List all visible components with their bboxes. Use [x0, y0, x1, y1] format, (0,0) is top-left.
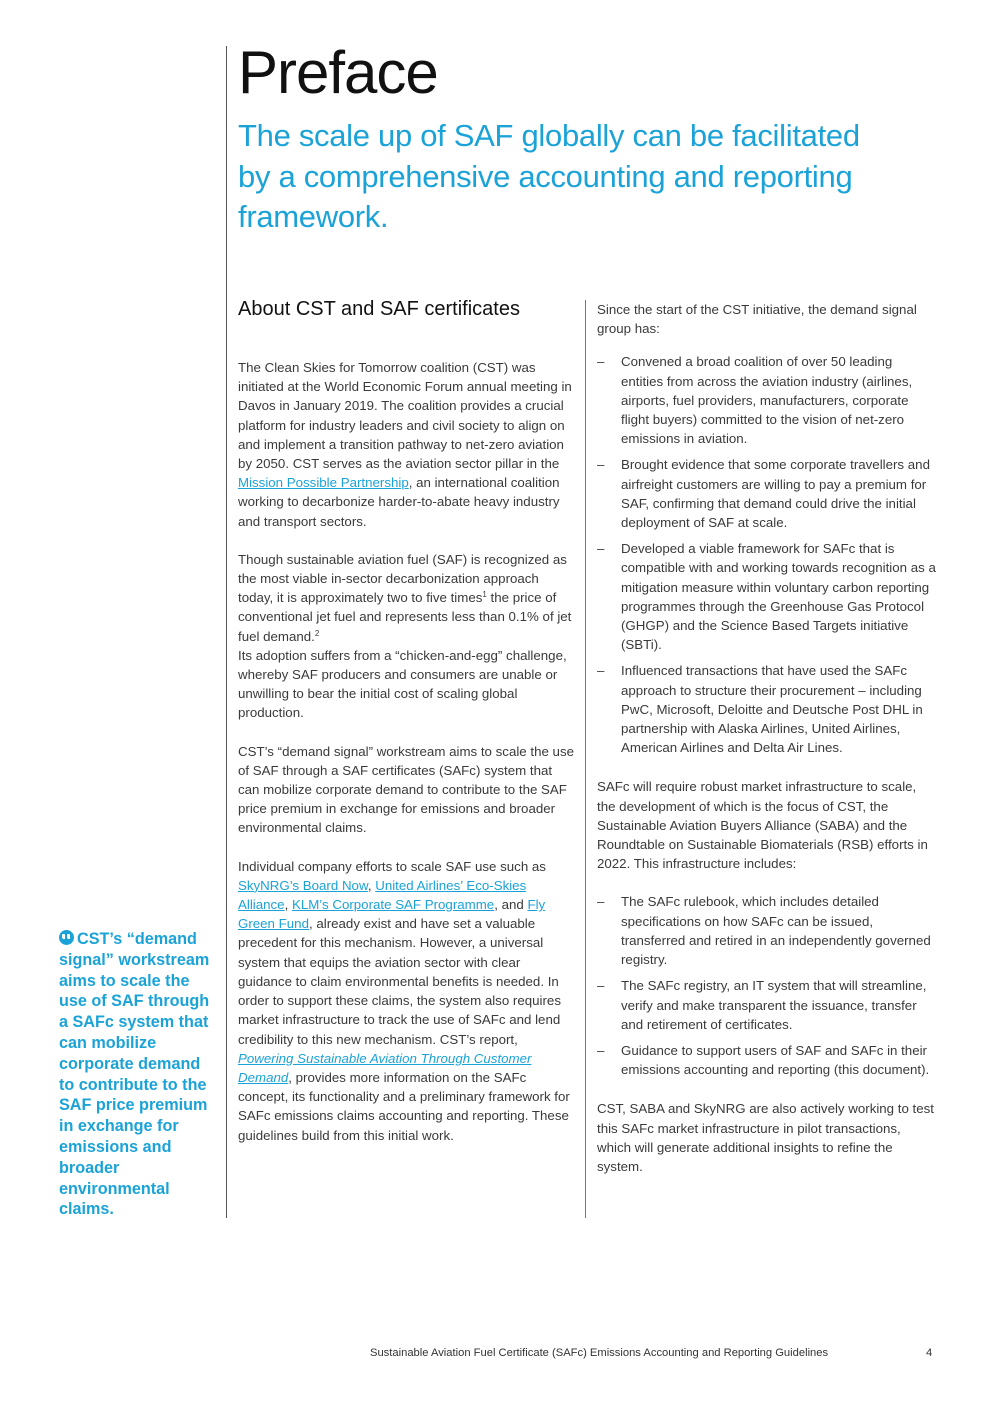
- link-fly-green-fund[interactable]: Fly Green Fund: [238, 897, 546, 932]
- link-skynrg-board-now[interactable]: SkyNRG’s Board Now: [238, 877, 368, 893]
- page-number: 4: [926, 1347, 933, 1359]
- text-span: , already exist and have set a valuable precedent for this mechanism. However, a universal system that equips the aviation sector with clear guidance to claim environmental benefits is needed. In order to support these claims, the system also requires market infrastructure to track the use of SAFc and lend credibility to this new mechanism. CST’s report,: [238, 916, 561, 1047]
- text-span: Individual company efforts to scale SAF use such as: [238, 858, 546, 874]
- paragraph-pilot-transactions: CST, SABA and SkyNRG are also actively working to test this SAFc market infrastructure in pilot transactions, which will generate additional insights to refine the system.: [597, 1101, 934, 1174]
- page-subtitle: The scale up of SAF globally can be facilitated by a comprehensive accounting and reporting framework.: [238, 118, 860, 234]
- quote-icon: [59, 930, 74, 945]
- paragraph-market-infrastructure: SAFc will require robust market infrastructure to scale, the development of which is the focus of CST, the Sustainable Aviation Buyers Alliance (SABA) and the Roundtable on Sustainable Biomaterials (RSB) efforts in 2022. This infrastructure includes:: [597, 779, 928, 872]
- footnote-ref-2[interactable]: 2: [314, 628, 320, 638]
- page-title: Preface: [238, 39, 438, 106]
- dash-marker: –: [597, 663, 605, 679]
- footer-document-title: Sustainable Aviation Fuel Certificate (SAFc) Emissions Accounting and Reporting Guidelines: [370, 1347, 829, 1359]
- column-divider-rule: [585, 300, 586, 1218]
- list-item-text: Convened a broad coalition of over 50 leading entities from across the aviation industry (airlines, airports, fuel providers, manufacturers, corporate flight buyers) committed to the vision of net-zero emissions in aviation.: [621, 354, 913, 447]
- paragraph-demand-signal: CST’s “demand signal” workstream aims to scale the use of SAF through a SAF certificates (SAFc) system that can mobilize corporate demand to contribute to the SAF price premium in exchange for emissions and broader environmental claims.: [238, 743, 574, 836]
- dash-marker: –: [597, 541, 605, 557]
- text-span: ,: [284, 897, 292, 913]
- list-item: [597, 1041, 937, 1079]
- link-powering-sustainable-aviation-report[interactable]: Powering Sustainable Aviation Through Customer Demand: [238, 1050, 532, 1085]
- list-item-text: Influenced transactions that have used the SAFc approach to structure their procurement – including PwC, Microsoft, Deloitte and Deutsche Post DHL in partnership with Alaska Airlines, United Airlines, American Airlines and Delta Air Lines.: [621, 663, 923, 756]
- section-heading: About CST and SAF certificates: [238, 298, 520, 320]
- dash-marker: –: [597, 978, 605, 994]
- text-span: the price of conventional jet fuel and represents less than 0.1% of jet fuel demand.: [238, 590, 572, 644]
- list-item-text: Developed a viable framework for SAFc that is compatible with and working towards recognition as a mitigation measure within voluntary carbon reporting programmes through the Greenhouse Gas Protocol (GHGP) and the Science Based Targets initiative (SBTi).: [621, 541, 936, 653]
- dash-marker: –: [597, 354, 605, 370]
- text-span: The Clean Skies for Tomorrow coalition (CST) was initiated at the World Economic Forum annual meeting in Davos in January 2019. The coalition provides a crucial platform for industry leaders and civil society to align on and implement a transition pathway to net-zero aviation by 2050. CST serves as the aviation sector pillar in the: [238, 360, 572, 472]
- right-column: [597, 300, 937, 1195]
- paragraph-company-efforts: [238, 857, 574, 1145]
- paragraph-cst-intro: [238, 358, 574, 531]
- paragraph-demand-group-intro: Since the start of the CST initiative, the demand signal group has:: [597, 302, 917, 337]
- list-item: [597, 455, 937, 532]
- text-span: Its adoption suffers from a “chicken-and-egg” challenge, whereby SAF producers and consumers are unable or unwilling to bear the initial cost of scaling global production.: [238, 647, 567, 721]
- main-vertical-rule: [226, 46, 227, 1218]
- list-item-text: Brought evidence that some corporate travellers and airfreight customers are willing to pay a premium for SAF, confirming that demand could drive the initial deployment of SAF at scale.: [621, 457, 930, 531]
- text-span: , provides more information on the SAFc concept, its functionality and a preliminary framework for SAFc emissions claims accounting and reporting. These guidelines build from this initial work.: [238, 1069, 570, 1143]
- text-span: Though sustainable aviation fuel (SAF) is recognized as the most viable in-sector decarbonization approach today, it is approximately two to five times: [238, 551, 567, 606]
- link-mission-possible-partnership[interactable]: Mission Possible Partnership: [238, 475, 409, 491]
- dash-marker: –: [597, 1042, 605, 1058]
- left-column: [238, 358, 574, 1164]
- text-span: ,: [367, 877, 376, 893]
- text-span: , and: [494, 897, 528, 913]
- list-item: [597, 539, 937, 654]
- footnote-ref-1[interactable]: 1: [482, 590, 487, 600]
- achievements-list: [597, 352, 937, 757]
- list-item: [597, 976, 937, 1034]
- list-item: [597, 352, 937, 448]
- list-item: [597, 661, 937, 757]
- list-item-text: The SAFc registry, an IT system that will streamline, verify and make transparent the issuance, transfer and retirement of certificates.: [621, 978, 927, 1032]
- list-item: [597, 892, 937, 969]
- text-span: , an international coalition working to decarbonize harder-to-abate heavy industry and transport sectors.: [238, 475, 560, 529]
- list-item-text: Guidance to support users of SAF and SAFc in their emissions accounting and reporting (this document).: [621, 1042, 930, 1078]
- link-united-eco-skies-alliance[interactable]: United Airlines’ Eco-Skies Alliance: [238, 877, 527, 913]
- link-klm-corporate-saf-programme[interactable]: KLM’s Corporate SAF Programme: [291, 897, 495, 913]
- pull-quote: [59, 929, 219, 1220]
- paragraph-saf-cost: [238, 550, 574, 723]
- list-item-text: The SAFc rulebook, which includes detailed specifications on how SAFc can be issued, transferred and retired in an independently governed registry.: [621, 894, 931, 968]
- dash-marker: –: [597, 457, 605, 473]
- infrastructure-list: [597, 892, 937, 1079]
- pull-quote-text: CST’s “demand signal” workstream aims to scale the use of SAF through a SAFc system that can mobilize corporate demand to contribute to the SAF price premium in exchange for emissions and broader environmental claims.: [59, 930, 210, 1219]
- dash-marker: –: [597, 894, 605, 910]
